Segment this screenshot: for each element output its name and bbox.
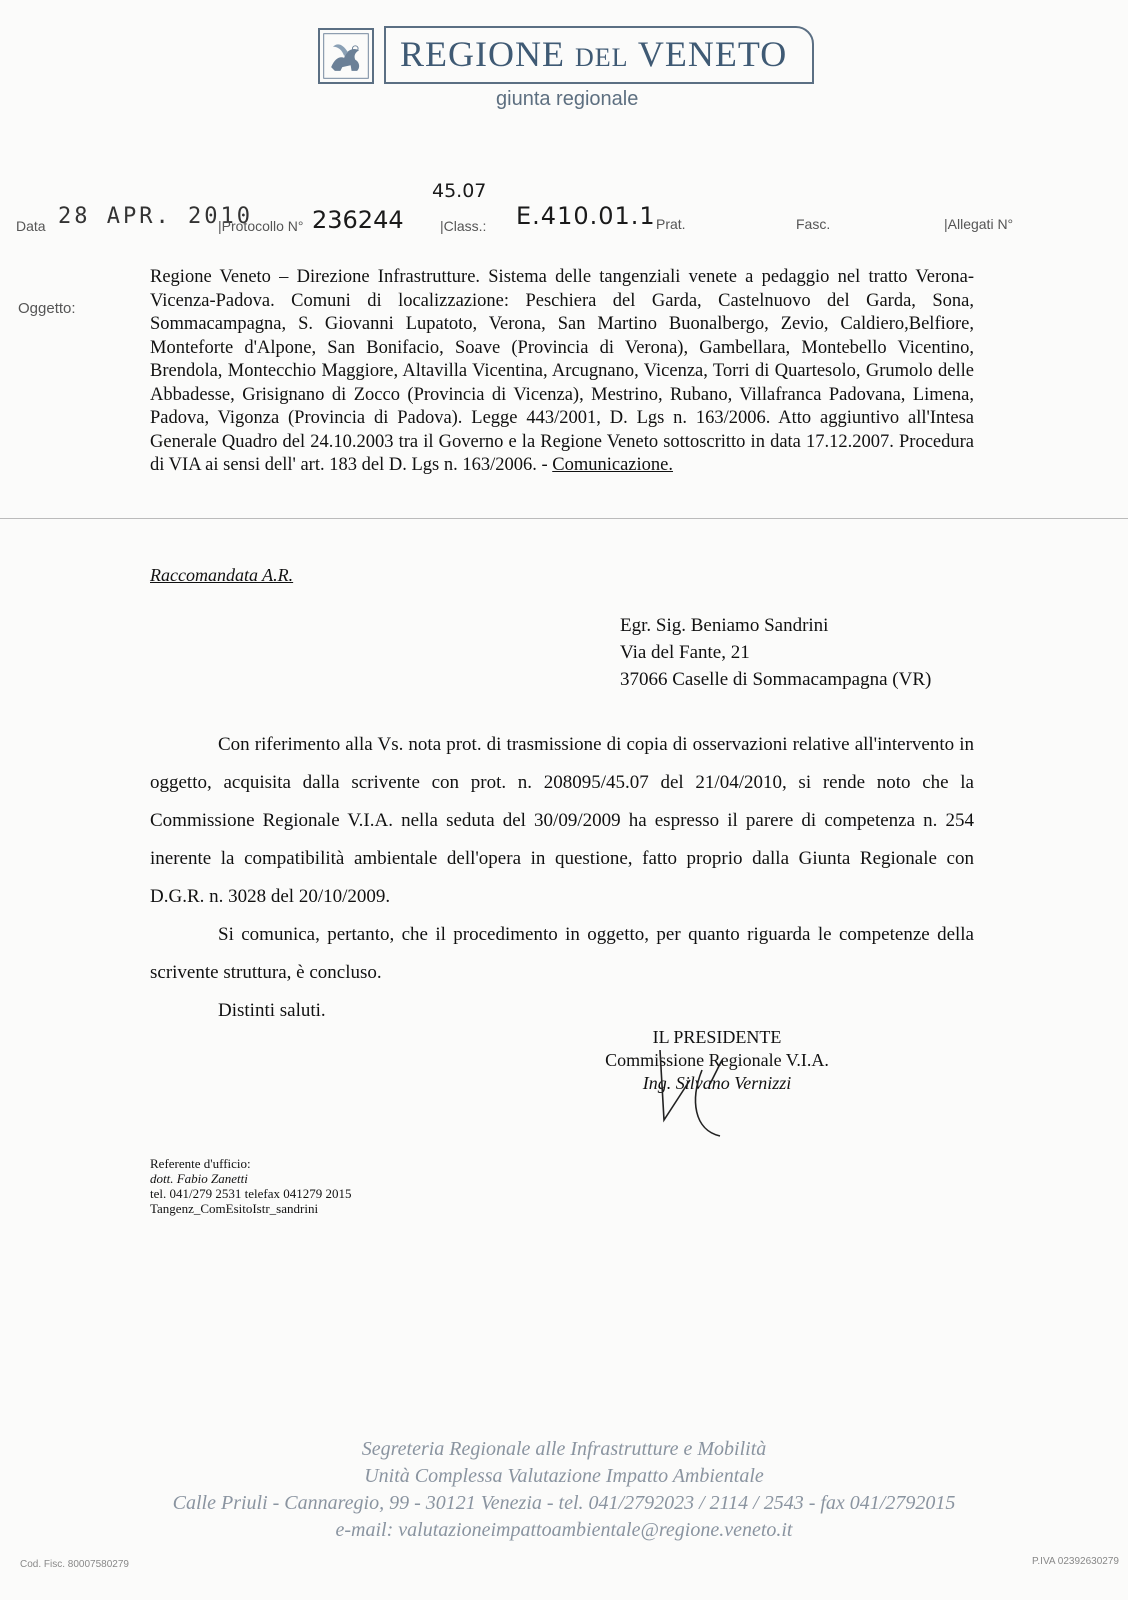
letter-body xyxy=(150,726,974,1030)
footer xyxy=(0,1436,1128,1544)
recipient-address xyxy=(620,612,931,693)
recipient-city: 37066 Caselle di Sommacampagna (VR) xyxy=(620,669,932,690)
recipient-name: Egr. Sig. Beniamo Sandrini xyxy=(620,615,829,636)
protocollo-number: 236244 xyxy=(312,206,404,234)
class-label: |Class.: xyxy=(440,218,487,234)
recipient-street: Via del Fante, 21 xyxy=(620,642,750,663)
document-filename: Tangenz_ComEsitoIstr_sandrini xyxy=(150,1201,319,1216)
delivery-method: Raccomandata A.R. xyxy=(150,565,294,585)
class-value: E.410.01.1 xyxy=(516,202,656,230)
lion-of-saint-mark-icon xyxy=(320,30,372,82)
closing: Distinti saluti. xyxy=(218,1000,326,1021)
signer-org: Commissione Regionale V.I.A. xyxy=(605,1050,829,1070)
subject-body: Regione Veneto – Direzione Infrastrutture. Sistema delle tangenziali venete a pedaggio nel tratto Verona-Vicenza-Padova. Comuni di localizzazione: Peschiera del Garda, Castelnuovo del Garda, Sona, Sommacampagna, S. Giovanni Lupatoto, Verona, San Martino Buonalbergo, Zevio, Caldiero,Belfiore, Monteforte d'Alpone, San Bonifacio, Soave (Provincia di Verona), Gambellara, Montebello Vicentino, Brendola, Montecchio Maggiore, Altavilla Vicentina, Arcugnano, Vicenza, Torri di Quartesolo, Grumolo delle Abbadesse, Grisignano di Zocco (Provincia di Vicenza), Mestrino, Rubano, Villafranca Padovana, Limena, Padova, Vigonza (Provincia di Padova). Legge 443/2001, D. Lgs n. 163/2006. Atto aggiuntivo all'Intesa Generale Quadro del 24.10.2003 tra il Governo e la Regione Veneto sottoscritto in data 17.12.2007. Procedura di VIA ai sensi dell' art. 183 del D. Lgs n. 163/2006. - xyxy=(150,267,974,475)
fasc-label: Fasc. xyxy=(796,216,831,232)
tax-code: Cod. Fisc. 80007580279 xyxy=(20,1559,129,1570)
footer-email: e-mail: valutazioneimpattoambientale@regione.veneto.it xyxy=(335,1519,793,1541)
letterhead-subtitle: giunta regionale xyxy=(496,88,639,110)
prat-label: Prat. xyxy=(656,216,686,232)
allegati-label: |Allegati N° xyxy=(944,216,1014,232)
contact-label: Referente d'ufficio: xyxy=(150,1156,251,1171)
signer-name: Ing. Silvano Vernizzi xyxy=(642,1073,792,1093)
contact-name: dott. Fabio Zanetti xyxy=(150,1171,248,1186)
vat-number: P.IVA 02392630279 xyxy=(1032,1556,1119,1567)
subject-text xyxy=(150,266,974,478)
data-label: Data xyxy=(16,218,46,234)
protocollo-label: |Protocollo N° xyxy=(218,218,304,234)
date-stamp: 28 APR. 2010 xyxy=(58,204,253,229)
region-logo xyxy=(318,28,374,84)
subject-tail: Comunicazione. xyxy=(552,455,673,475)
divider xyxy=(0,518,1128,519)
office-contact xyxy=(150,1156,351,1216)
handwritten-signature xyxy=(650,1040,770,1140)
body-paragraph: Con riferimento alla Vs. nota prot. di trasmissione di copia di osservazioni relative all'intervento in oggetto, acquisita dalla scrivente con prot. n. 208095/45.07 del 21/04/2010, si rende noto che la Commissione Regionale V.I.A. nella seduta del 30/09/2009 ha espresso il parere di competenza n. 254 inerente la compatibilità ambientale dell'opera in questione, fatto proprio dalla Giunta Regionale con D.G.R. n. 3028 del 20/10/2009. xyxy=(150,734,974,907)
footer-office: Segreteria Regionale alle Infrastrutture e Mobilità xyxy=(361,1438,767,1460)
footer-unit: Unità Complessa Valutazione Impatto Ambientale xyxy=(364,1465,764,1487)
region-name: REGIONE DEL VENETO xyxy=(400,34,788,74)
footer-address: Calle Priuli - Cannaregio, 99 - 30121 Venezia - tel. 041/2792023 / 2114 / 2543 - fax 041/2792015 xyxy=(172,1492,956,1514)
protocollo-note: 45.07 xyxy=(432,180,487,202)
signer-title: IL PRESIDENTE xyxy=(652,1027,782,1047)
body-paragraph: Si comunica, pertanto, che il procedimento in oggetto, per quanto riguarda le competenze della scrivente struttura, è concluso. xyxy=(150,924,974,983)
subject-label: Oggetto: xyxy=(18,300,76,317)
contact-phone: tel. 041/279 2531 telefax 041279 2015 xyxy=(150,1186,352,1201)
